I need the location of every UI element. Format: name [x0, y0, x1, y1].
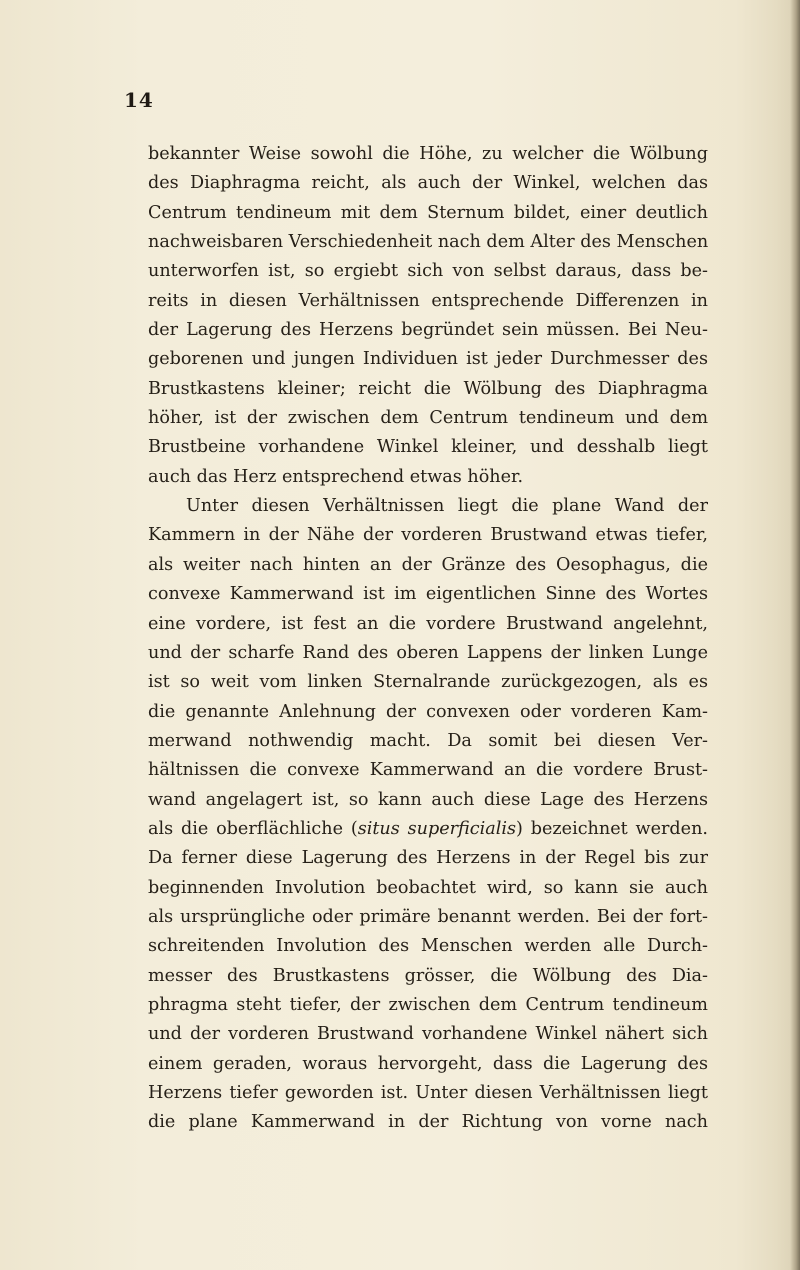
text-line: Kammern in der Nähe der vorderen Brustwand etwas tiefer,: [148, 525, 708, 546]
text-line: die plane Kammerwand in der Richtung von vorne nach: [148, 1112, 708, 1133]
text-line: des Diaphragma reicht, als auch der Winkel, welchen das: [148, 173, 708, 194]
body-text: [148, 140, 708, 1138]
paragraph-start-line: Unter diesen Verhältnissen liegt die plane Wand der: [186, 496, 708, 517]
text-segment: als die oberflächliche (: [148, 818, 358, 839]
text-line: messer des Brustkastens grösser, die Wölbung des Dia-: [148, 965, 708, 986]
text-line: convexe Kammerwand ist im eigentlichen Sinne des Wortes: [148, 584, 708, 605]
text-line: phragma steht tiefer, der zwischen dem Centrum tendineum: [148, 994, 708, 1015]
text-line: nachweisbaren Verschiedenheit nach dem Alter des Menschen: [148, 232, 708, 253]
text-line: beginnenden Involution beobachtet wird, so kann sie auch: [148, 877, 708, 898]
text-line: auch das Herz entsprechend etwas höher.: [148, 466, 524, 487]
text-line: schreitenden Involution des Menschen werden alle Durch-: [148, 936, 708, 957]
italic-term: situs superficialis: [357, 818, 517, 839]
text-segment: ) bezeichnet werden.: [516, 818, 708, 839]
text-line: hältnissen die convexe Kammerwand an die vordere Brust-: [148, 760, 708, 781]
text-line: wand angelagert ist, so kann auch diese Lage des Herzens: [148, 789, 708, 810]
text-line: Brustbeine vorhandene Winkel kleiner, und desshalb liegt: [148, 437, 708, 458]
text-line: der Lagerung des Herzens begründet sein müssen. Bei Neu-: [148, 320, 708, 341]
text-line: ist so weit vom linken Sternalrande zurückgezogen, als es: [148, 672, 708, 693]
page-number: 14: [124, 88, 154, 112]
text-line: und der vorderen Brustwand vorhandene Winkel nähert sich: [148, 1024, 708, 1045]
text-line: bekannter Weise sowohl die Höhe, zu welcher die Wölbung: [148, 144, 708, 164]
page-edge-shadow: [790, 0, 800, 1270]
text-line: Centrum tendineum mit dem Sternum bildet, einer deutlich: [148, 202, 708, 223]
text-line: Da ferner diese Lagerung des Herzens in der Regel bis zur: [148, 848, 708, 869]
text-line: eine vordere, ist fest an die vordere Brustwand angelehnt,: [148, 613, 708, 634]
text-line: die genannte Anlehnung der convexen oder vorderen Kam-: [148, 701, 708, 722]
text-line: unterworfen ist, so ergiebt sich von selbst daraus, dass be-: [148, 261, 708, 282]
text-line: als weiter nach hinten an der Gränze des Oesophagus, die: [148, 554, 708, 575]
text-line: Herzens tiefer geworden ist. Unter diesen Verhältnissen liegt: [148, 1083, 708, 1103]
text-line: als ursprüngliche oder primäre benannt werden. Bei der fort-: [148, 906, 708, 927]
text-line: reits in diesen Verhältnissen entsprechende Differenzen in: [148, 290, 708, 311]
text-line: einem geraden, woraus hervorgeht, dass die Lagerung des: [148, 1053, 708, 1074]
text-line-with-italic: [148, 815, 708, 844]
text-line: Brustkastens kleiner; reicht die Wölbung des Diaphragma: [148, 378, 708, 399]
text-line: und der scharfe Rand des oberen Lappens der linken Lunge: [148, 642, 708, 663]
text-line: geborenen und jungen Individuen ist jeder Durchmesser des: [148, 349, 708, 370]
text-line: merwand nothwendig macht. Da somit bei diesen Ver-: [148, 730, 708, 751]
text-line: höher, ist der zwischen dem Centrum tendineum und dem: [148, 408, 708, 429]
